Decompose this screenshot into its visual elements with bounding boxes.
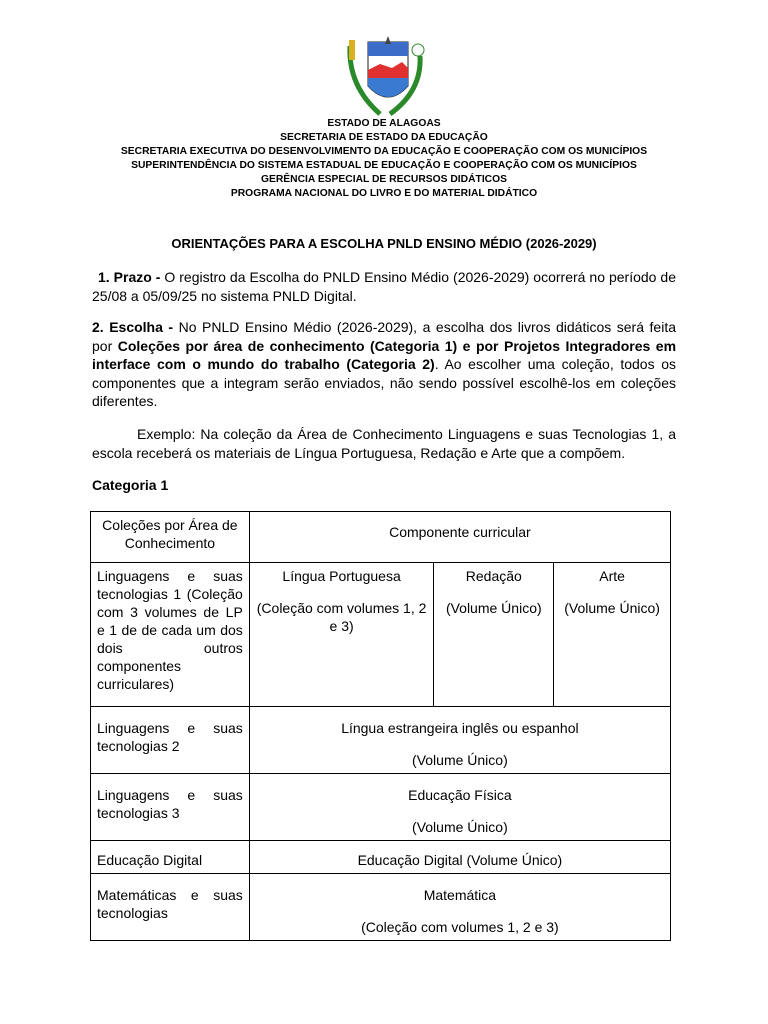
choice-text: No PNLD Ensino Médio (2026-2029), a escolha dos livros didáticos será feita por	[92, 319, 676, 354]
institution-header	[0, 117, 768, 201]
component-volume: (Volume Único)	[445, 600, 542, 616]
component-name: Língua Portuguesa	[282, 568, 401, 584]
component-name: Língua estrangeira inglês ou espanhol	[341, 720, 579, 736]
component-volume: (Volume Único)	[412, 752, 508, 768]
component-volume: (Coleção com volumes 1, 2 e 3)	[256, 600, 427, 634]
component-cell	[434, 563, 554, 707]
component-cell	[249, 874, 670, 941]
choice-text-end: . Ao escolher uma coleção, todos os componentes que a integram serão enviados, não sendo possível escolhê-los em coleções diferentes.	[92, 356, 676, 409]
component-name: Educação Física	[408, 787, 512, 803]
area-cell: Matemáticas e suas tecnologias	[91, 874, 250, 941]
area-cell: Linguagens e suas tecnologias 2	[91, 707, 250, 774]
header-line: ESTADO DE ALAGOAS	[327, 118, 441, 129]
choice-bold-text: Coleções por área de conhecimento (Categoria 1) e por Projetos Integradores em interface com o mundo do trabalho (Categoria 2)	[92, 337, 677, 372]
paragraph-choice	[92, 318, 676, 411]
document-title: ORIENTAÇÕES PARA A ESCOLHA PNLD ENSINO MÉDIO (2026-2029)	[171, 236, 597, 251]
component-volume: (Coleção com volumes 1, 2 e 3)	[361, 919, 559, 935]
header-component: Componente curricular	[249, 512, 670, 563]
component-name: Matemática	[423, 887, 497, 903]
area-cell: Educação Digital	[91, 841, 250, 874]
alagoas-coat-of-arms-icon	[340, 36, 430, 118]
paragraph-deadline	[92, 268, 676, 305]
header-line: GERÊNCIA ESPECIAL DE RECURSOS DIDÁTICOS	[260, 174, 507, 185]
component-cell	[249, 774, 670, 841]
choice-label: 2. Escolha -	[92, 319, 174, 335]
table-row	[91, 563, 671, 707]
category-1-table	[90, 511, 671, 941]
header-line: SECRETARIA EXECUTIVA DO DESENVOLVIMENTO DA EDUCAÇÃO E COOPERAÇÃO COM OS MUNICÍPIOS	[120, 146, 648, 157]
table-header-row	[91, 512, 671, 563]
paragraph-example: Exemplo: Na coleção da Área de Conhecimento Linguagens e suas Tecnologias 1, a escola receberá os materiais de Língua Portuguesa, Redação e Arte que a compõem.	[92, 426, 676, 461]
component-cell	[249, 563, 434, 707]
table-row	[91, 774, 671, 841]
header-line: SUPERINTENDÊNCIA DO SISTEMA ESTADUAL DE EDUCAÇÃO E COOPERAÇÃO COM OS MUNICÍPIOS	[131, 160, 637, 171]
table-row	[91, 841, 671, 874]
component-volume: (Volume Único)	[412, 819, 508, 835]
category-heading: Categoria 1	[92, 477, 169, 493]
header-line: PROGRAMA NACIONAL DO LIVRO E DO MATERIAL DIDÁTICO	[230, 188, 538, 199]
table-row	[91, 707, 671, 774]
component-cell: Educação Digital (Volume Único)	[249, 841, 670, 874]
component-volume: (Volume Único)	[564, 600, 660, 616]
component-name: Arte	[599, 568, 625, 584]
component-name: Redação	[465, 568, 522, 584]
header-line: SECRETARIA DE ESTADO DA EDUCAÇÃO	[280, 132, 488, 143]
table-row	[91, 874, 671, 941]
header-area: Coleções por Área de Conhecimento	[91, 512, 250, 563]
area-cell: Linguagens e suas tecnologias 1 (Coleção com 3 volumes de LP e 1 de de cada um dos dois outros componentes curriculares)	[91, 563, 250, 707]
component-cell	[249, 707, 670, 774]
deadline-text: O registro da Escolha do PNLD Ensino Médio (2026-2029) ocorrerá no período de 25/08 a 05/09/25 no sistema PNLD Digital.	[92, 269, 676, 304]
area-cell: Linguagens e suas tecnologias 3	[91, 774, 250, 841]
deadline-label: 1. Prazo -	[98, 269, 161, 285]
component-cell	[554, 563, 671, 707]
